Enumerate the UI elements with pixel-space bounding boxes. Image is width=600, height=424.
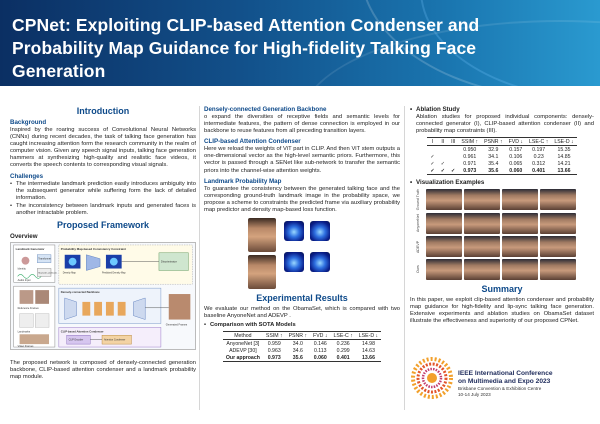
table-row	[223, 354, 381, 362]
table-cell: 35.6	[292, 354, 303, 361]
table-cell: 0.401	[532, 167, 546, 174]
framework-diagram	[10, 242, 196, 350]
dense-block	[82, 302, 90, 316]
table-header-cell: LSE-D ↓	[554, 138, 574, 145]
background-heading: Background	[10, 119, 47, 126]
table-cell: 14.21	[557, 160, 571, 167]
framework-heading: Proposed Framework	[56, 220, 150, 231]
overview-label: Overview	[10, 233, 38, 241]
table-cell: Our approach	[225, 354, 260, 361]
density-map-blob	[69, 258, 77, 266]
table-cell: 0.236	[336, 340, 350, 347]
table-row	[427, 167, 576, 175]
attention-condenser-label: Attention Condenser	[103, 339, 126, 342]
landmark-thumb	[35, 314, 49, 328]
table-cell: 13.66	[361, 354, 375, 361]
table-header-cell: III	[451, 138, 456, 145]
table-cell	[448, 146, 458, 154]
visualization-grid	[416, 189, 576, 279]
vis-face-image	[464, 189, 500, 210]
table-cell: 0.973	[463, 167, 477, 174]
table-cell: 0.299	[336, 347, 350, 354]
ablation-heading: • Ablation Study	[410, 106, 594, 113]
visualization-list	[410, 179, 594, 186]
clip-condenser-text: Here we reload the weights of ViT part in CLIP. And then ViT stem outputs a one-dimensional vector as the high-level semantic priors. Furthermore, this vector is passed through a SENet like sub-network to transfer the semantic priors into the channel-wise attention weights.	[204, 146, 400, 174]
table-cell: 0.060	[313, 354, 327, 361]
table-row	[223, 340, 381, 348]
vis-face-image	[540, 213, 576, 234]
vis-face-image	[502, 189, 538, 210]
column-left	[10, 106, 196, 381]
table-header-cell: LSE-C ↑	[529, 138, 549, 145]
table-cell: ✓	[451, 167, 456, 174]
challenges-list	[10, 181, 196, 217]
vis-face-image	[464, 236, 500, 257]
table-header-cell: PSNR ↑	[484, 138, 503, 145]
vis-face-image	[540, 259, 576, 280]
column-middle	[204, 106, 400, 362]
sota-heading: • Comparison with SOTA Models	[204, 322, 400, 329]
table-cell: 0.401	[336, 354, 350, 361]
vis-face-image	[426, 259, 462, 280]
table-cell: 0.065	[509, 160, 523, 167]
density-heatmap-image	[284, 221, 304, 241]
column-divider	[404, 106, 405, 410]
video-frames-label: Video Frames	[17, 345, 34, 349]
encoder-shape	[65, 298, 77, 320]
table-cell: 0.959	[267, 340, 281, 347]
sunburst-logo-icon	[413, 359, 451, 397]
vis-face-image	[502, 236, 538, 257]
vis-face-image	[502, 259, 538, 280]
table-cell: 35.4	[488, 160, 499, 167]
experiments-heading: Experimental Results	[256, 293, 348, 304]
density-map-label: Density Map	[62, 272, 76, 275]
vis-face-image	[464, 213, 500, 234]
dense-block	[106, 302, 114, 316]
table-cell	[438, 153, 448, 160]
decoder-shape	[133, 298, 145, 320]
title-banner	[0, 0, 600, 86]
density-heatmap-image	[284, 252, 304, 272]
ablation-table	[427, 137, 576, 175]
table-header-cell: SSIM ↑	[461, 138, 479, 145]
table-row	[223, 347, 381, 354]
summary-heading: Summary	[481, 283, 523, 294]
table-header-row	[223, 332, 381, 340]
dense-backbone-text: o expand the diversities of receptive fields and semantic levels for intermediate features, the pattern of dense connection is employed in our backbone to reuse features from all preceding transition layers.	[204, 114, 400, 135]
reference-frames-label: Reference Frames	[17, 306, 39, 310]
face-sample-image	[248, 218, 276, 252]
table-cell: 35.6	[488, 167, 499, 174]
dense-block	[94, 302, 102, 316]
clip-encoder-label: CLIP Encoder	[68, 339, 84, 342]
vis-face-image	[426, 189, 462, 210]
table-header-cell: LSE-D ↓	[358, 332, 379, 339]
summary-text: In this paper, we exploit clip-based attention condenser and probability map guidance for high-fidelity and lip-sync talking face generation. Extensive experiments and ablation studies on ObamaSet dataset illustrate the effectiveness and superiority of our proposed CPNet.	[410, 296, 594, 324]
table-cell: 0.157	[509, 146, 523, 153]
conference-logo	[410, 334, 596, 418]
vis-row-label: AnyoneNet	[416, 214, 420, 233]
table-cell: 15.35	[557, 146, 571, 153]
challenge-item: • The inconsistency between landmark inputs and generated faces is another intractable problem.	[10, 203, 196, 217]
challenges-heading: Challenges	[10, 172, 44, 180]
ablation-list	[410, 106, 594, 113]
table-cell	[448, 153, 458, 160]
vis-row-label: Ours	[416, 265, 420, 274]
landmark-thumb	[20, 314, 34, 328]
landmark-generator-label: Landmark Generator	[15, 246, 45, 251]
reference-frame-thumb	[35, 290, 49, 304]
table-cell	[438, 146, 448, 154]
predicted-density-label: Predicted Density Map	[102, 272, 126, 275]
table-row	[427, 153, 576, 160]
vis-row-label: ADEVP	[416, 240, 420, 253]
column-divider	[199, 106, 200, 410]
identity-label: Identity	[17, 267, 26, 271]
table-cell: 0.971	[463, 160, 477, 167]
identity-face-icon	[22, 257, 30, 265]
audio-label: Audio Input	[17, 278, 31, 282]
table-cell: 0.106	[509, 153, 523, 160]
sota-list	[204, 322, 400, 329]
table-header-cell: LSE-C ↑	[333, 332, 353, 339]
experiments-text: We evaluate our method on the ObamaSet, which is compared with two baseline AnyoneNet and ADEVP .	[204, 306, 400, 320]
density-heatmap-image	[310, 252, 330, 272]
backbone-label: Densely-connected Backbone	[60, 291, 100, 295]
vis-face-image	[426, 236, 462, 257]
table-row	[427, 146, 576, 154]
ptg-label: Probability Map-based Consistency Constraint	[60, 246, 126, 251]
table-header-cell: Method	[234, 332, 252, 339]
face-sample-image	[248, 255, 276, 289]
column-right	[410, 106, 594, 325]
table-cell: 0.060	[509, 167, 523, 174]
vis-face-image	[540, 189, 576, 210]
table-header-cell: FVD ↓	[313, 332, 328, 339]
conference-name-line2: on Multimedia and Expo 2023	[458, 378, 551, 385]
sota-table	[223, 331, 381, 362]
table-cell: 14.98	[361, 340, 375, 347]
table-cell: 34.1	[488, 153, 499, 160]
introduction-heading: Introduction	[76, 106, 130, 116]
dense-backbone-heading: Densely-connected Generation Backbone	[204, 106, 327, 113]
table-cell	[448, 160, 458, 167]
dense-block	[118, 302, 126, 316]
table-cell: ✓	[440, 167, 446, 174]
table-cell: 0.312	[532, 160, 546, 167]
vis-face-image	[502, 213, 538, 234]
table-cell: AnyoneNet [3]	[226, 340, 260, 347]
table-cell: ✓	[430, 160, 435, 167]
table-cell: 0.973	[267, 354, 281, 361]
clip-condenser-heading: CLIP-based Attention Condenser	[204, 138, 301, 146]
probability-map-figure	[248, 218, 400, 289]
table-cell: 14.63	[361, 347, 375, 354]
transformer-label: Transformer	[38, 258, 51, 261]
framework-caption: The proposed network is composed of densely-connected generation backbone, CLIP-based attention condenser and a landmark probability map module.	[10, 360, 196, 381]
table-cell: ADEVP [30]	[229, 347, 257, 354]
table-header-cell: PSNR ↑	[288, 332, 308, 339]
density-heatmap-image	[310, 221, 330, 241]
table-cell: 0.961	[463, 153, 477, 160]
table-row	[427, 160, 576, 167]
table-header-cell: II	[441, 138, 445, 145]
table-cell: 0.950	[463, 146, 477, 153]
table-cell: ✓	[430, 153, 435, 160]
stacked-landmarks-label: Stacked Landmarks	[38, 272, 58, 275]
table-header-cell: I	[431, 138, 434, 145]
video-frames-thumb	[20, 334, 49, 344]
table-cell: ✓	[440, 160, 446, 167]
table-cell: 0.963	[267, 347, 281, 354]
background-text: Inspired by the roaring success of Convolutional Neural Networks (CNNs) during recent decades, the task of talking face generation has caught increasing attention form the research community in the realm of computer vision. Given any speech signal inputs, talking face generation hammers at synthesizing high-quality and realistic face videos, it converts the speech contents to corresponding visual signals.	[10, 127, 196, 169]
landmarks-label: Landmarks	[17, 330, 31, 334]
discriminator-label: Discriminator	[160, 260, 177, 264]
output-frame-thumb	[169, 294, 191, 320]
table-header-cell: SSIM ↑	[265, 332, 283, 339]
vis-face-image	[540, 236, 576, 257]
vis-face-image	[426, 213, 462, 234]
table-header-cell: FVD ↓	[508, 138, 523, 145]
table-cell: ✓	[430, 167, 435, 174]
table-cell: 0.146	[313, 340, 327, 347]
clip-label: CLIP-based Attention Condenser	[60, 330, 104, 334]
probability-map-heading: Landmark Probability Map	[204, 177, 282, 185]
table-cell	[427, 146, 437, 154]
conference-name-line1: IEEE International Conference	[458, 370, 553, 377]
output-label: Generated Frames	[165, 323, 188, 327]
predicted-density-blob	[110, 258, 118, 266]
table-cell: 0.23	[533, 153, 544, 160]
table-cell: 32.9	[488, 146, 499, 153]
conference-venue: Brisbane Convention & Exhibition Centre	[458, 386, 542, 391]
vis-face-image	[464, 259, 500, 280]
reference-frame-thumb	[20, 290, 34, 304]
vis-row-label: Ground Truth	[416, 189, 420, 211]
table-cell: 0.197	[532, 146, 546, 153]
conference-dates: 10-14 July 2023	[458, 392, 491, 397]
table-cell: 14.85	[557, 153, 571, 160]
ablation-text: Ablation studies for proposed individual components: densely-connected generator (I), CLIP-based attention condenser (II) and probability map constraints (III).	[416, 114, 594, 135]
visualization-heading: • Visualization Examples	[410, 179, 594, 186]
table-cell: 34.6	[292, 347, 303, 354]
table-header-row	[427, 138, 576, 146]
table-cell: 0.113	[313, 347, 327, 354]
challenge-item: • The intermediate landmark prediction easily introduces ambiguity into the subsequent generator while suffering form the lack of detailed information.	[10, 181, 196, 202]
probability-map-text: To guarantee the consistency between the generated talking face and the corresponding ground-truth landmark image in the probability space, we propose a scheme to constraints the predicted frame via auxiliary probability map predictor and density map-based loss function.	[204, 185, 400, 213]
table-cell: 34.0	[292, 340, 303, 347]
poster-title: CPNet: Exploiting CLIP-based Attention Condenser and Probability Map Guidance for High-fidelity Talking Face Generation	[12, 15, 480, 81]
table-cell: 13.66	[557, 167, 571, 174]
